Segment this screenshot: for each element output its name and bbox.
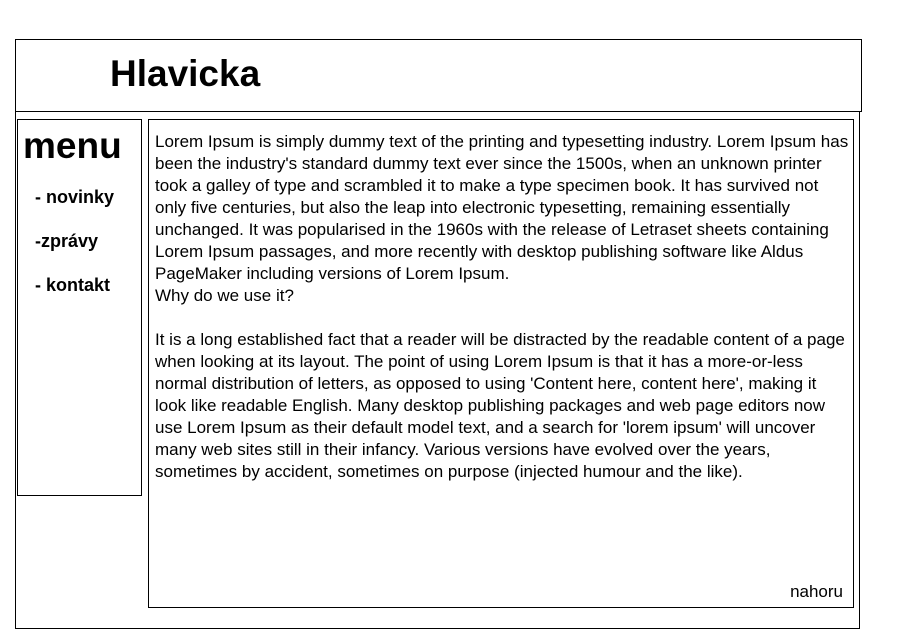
- menu-link-kontakt[interactable]: - kontakt: [35, 275, 111, 295]
- menu-link-novinky[interactable]: - novinky: [35, 187, 115, 207]
- main-content: [148, 119, 854, 608]
- menu-list: [18, 186, 114, 318]
- page-title: Hlavicka: [110, 53, 261, 94]
- back-to-top-link[interactable]: nahoru: [790, 582, 843, 601]
- menu-item-zpravy: [18, 230, 114, 274]
- content-text: [155, 131, 849, 483]
- menu-link-zpravy[interactable]: -zprávy: [35, 231, 99, 251]
- menu-item-kontakt: [18, 274, 114, 318]
- content-paragraph-2: It is a long established fact that a reader will be distracted by the readable content of a page when looking at its layout. The point of using Lorem Ipsum is that it has a more-or-less normal distribution of letters, as opposed to using 'Content here, content here', making it look like readable English. Many desktop publishing packages and web page editors now use Lorem Ipsum as their default model text, and a search for 'lorem ipsum' will uncover many web sites still in their infancy. Various versions have evolved over the years, sometimes by accident, sometimes on purpose (injected humour and the like).: [155, 330, 845, 481]
- page-header: [15, 39, 862, 112]
- menu-item-novinky: [18, 186, 114, 230]
- content-paragraph-1: Lorem Ipsum is simply dummy text of the printing and typesetting industry. Lorem Ipsum has been the industry's standard dummy text ever since the 1500s, when an unknown printer took a galley of type and scrambled it to make a type specimen book. It has survived not only five centuries, but also the leap into electronic typesetting, remaining essentially unchanged. It was popularised in the 1960s with the release of Letraset sheets containing Lorem Ipsum passages, and more recently with desktop publishing software like Aldus PageMaker including versions of Lorem Ipsum.: [155, 132, 849, 283]
- content-question: Why do we use it?: [155, 286, 294, 305]
- sidebar-menu: [17, 119, 142, 496]
- paragraph-gap: [155, 307, 849, 329]
- menu-title: menu: [23, 125, 122, 166]
